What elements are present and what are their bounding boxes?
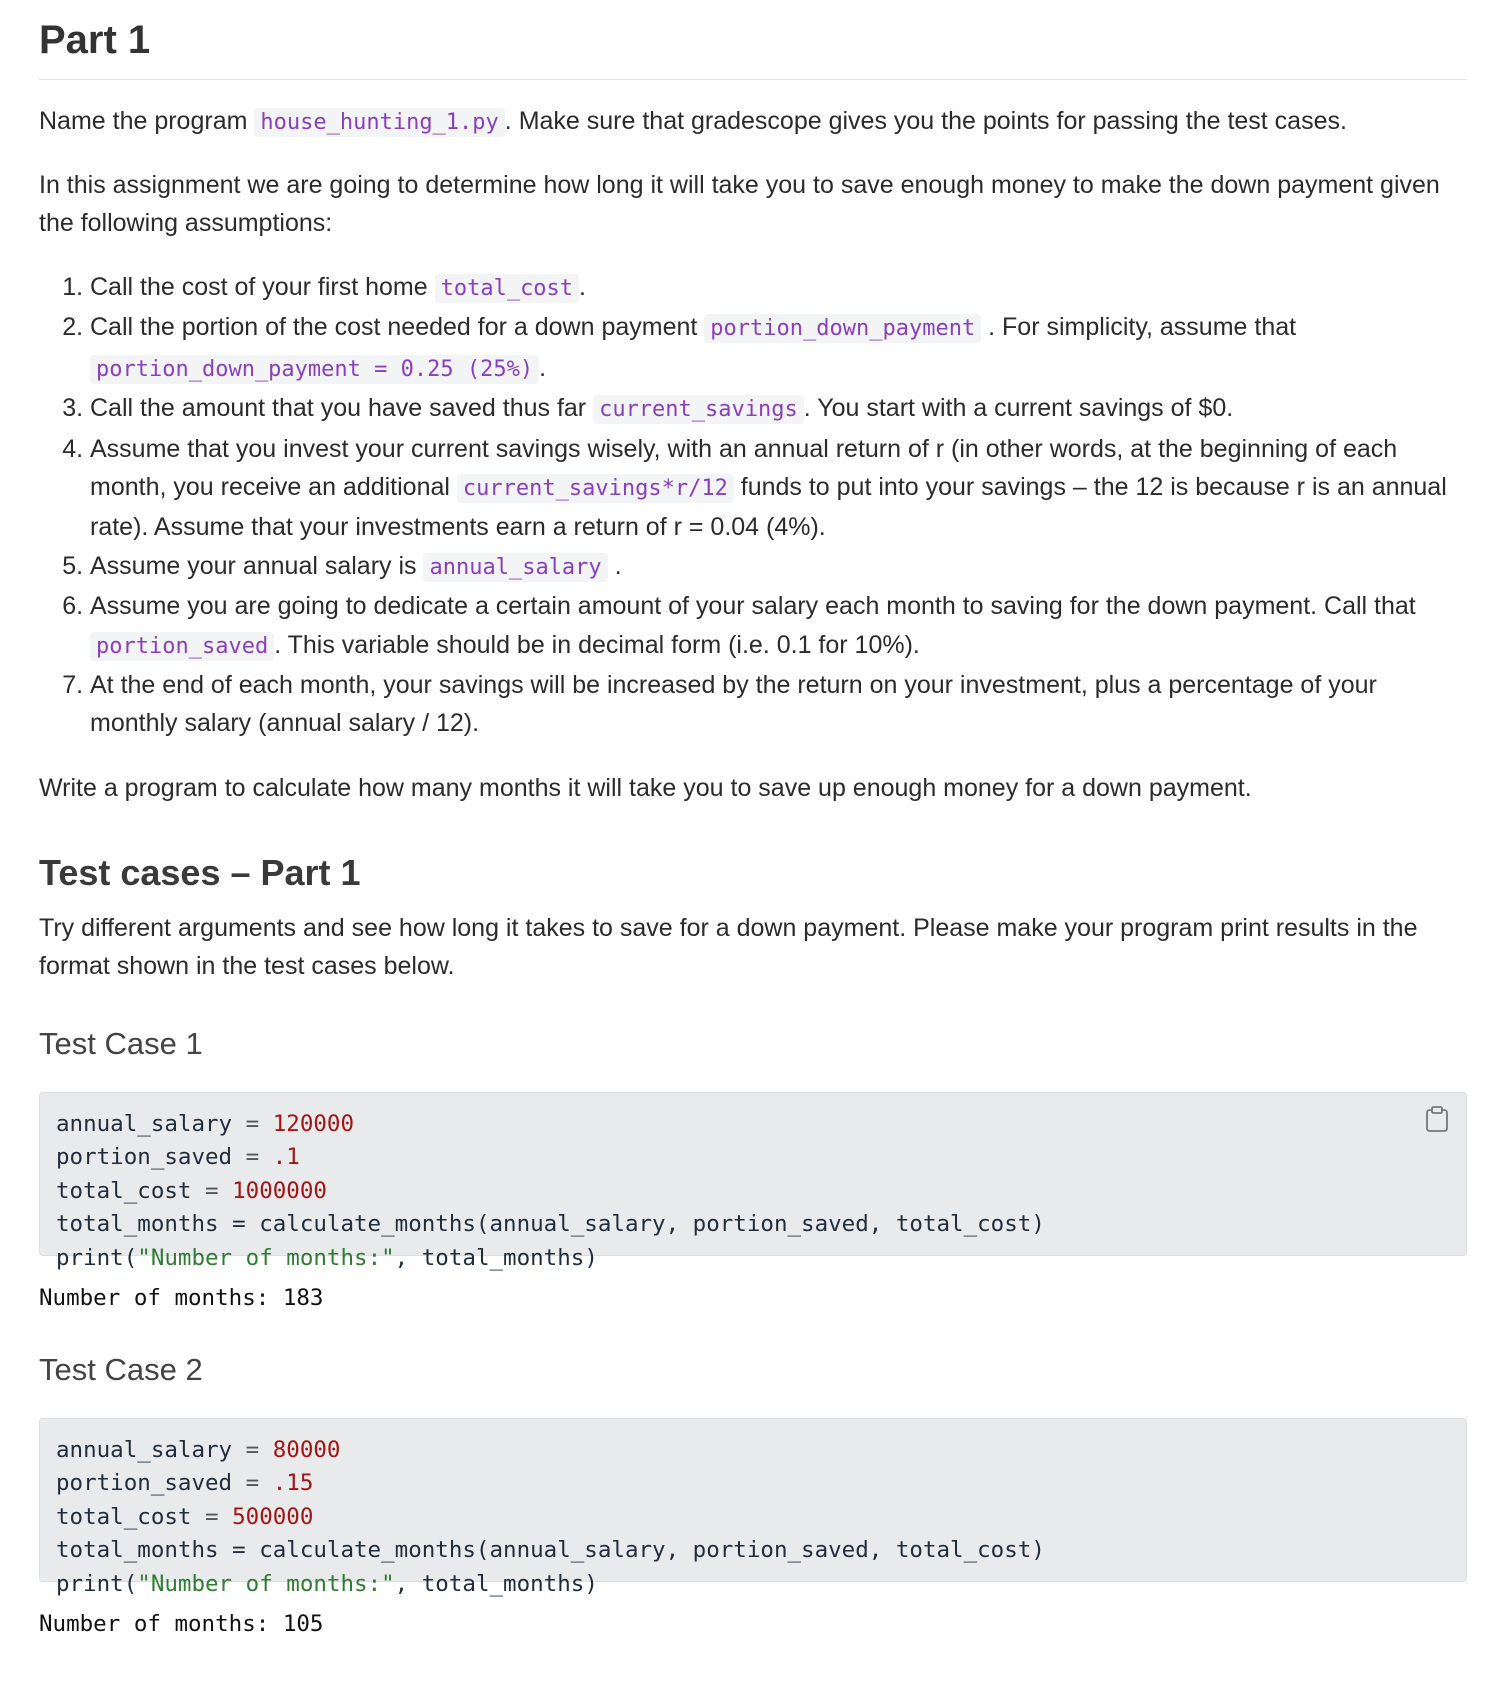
item-text: Assume your annual salary is bbox=[90, 551, 424, 580]
code-token: = bbox=[232, 1144, 273, 1171]
code-token: annual_salary bbox=[56, 1436, 233, 1463]
test-case-title: Test Case 2 bbox=[39, 1351, 203, 1387]
assumptions-list bbox=[39, 268, 1467, 743]
list-item bbox=[90, 430, 1467, 547]
code-token: print( bbox=[56, 1570, 138, 1597]
code-line: total_months = calculate_months(annual_salary, portion_saved, total_cost) bbox=[56, 1537, 1045, 1564]
code-token: , total_months) bbox=[394, 1244, 598, 1271]
code-line bbox=[56, 1467, 1450, 1501]
code-number: .1 bbox=[272, 1144, 300, 1171]
inline-code: portion_down_payment bbox=[704, 314, 981, 343]
code-token: , total_months) bbox=[394, 1570, 598, 1597]
code-token: portion_saved bbox=[56, 1144, 233, 1171]
code-token: total_cost bbox=[56, 1503, 192, 1530]
assignment-paragraph: In this assignment we are going to determine how long it will take you to save enough money to make the down payment given the following assumptions: bbox=[39, 171, 1440, 237]
list-item bbox=[90, 587, 1467, 666]
filename-code: house_hunting_1.py bbox=[254, 108, 504, 137]
code-number: 1000000 bbox=[232, 1177, 327, 1204]
code-block bbox=[39, 1418, 1467, 1597]
code-number: 120000 bbox=[272, 1110, 355, 1137]
code-line bbox=[56, 1501, 1450, 1535]
code-token: portion_saved bbox=[56, 1470, 233, 1497]
inline-code: total_cost bbox=[435, 274, 579, 303]
test-case-title: Test Case 1 bbox=[39, 1025, 203, 1061]
code-number: 80000 bbox=[272, 1436, 341, 1463]
code-string: "Number of months:" bbox=[137, 1570, 395, 1597]
item-text: funds to put into your savings – the 12 is because r is an annual rate). Assume that your investments earn a return of r = 0.04 (4%). bbox=[90, 473, 1447, 542]
code-string: "Number of months:" bbox=[137, 1244, 395, 1271]
code-token: = bbox=[232, 1436, 273, 1463]
code-number: .15 bbox=[272, 1470, 314, 1497]
code-token: print( bbox=[56, 1244, 138, 1271]
intro-paragraph bbox=[39, 102, 1467, 142]
test-cases-heading: Test cases – Part 1 bbox=[39, 851, 361, 893]
item-text: . For simplicity, assume that bbox=[981, 313, 1297, 342]
code-line bbox=[56, 1108, 1450, 1142]
code-line: total_months = calculate_months(annual_salary, portion_saved, total_cost) bbox=[56, 1211, 1045, 1238]
intro-text-end: . Make sure that gradescope gives you the points for passing the test cases. bbox=[504, 107, 1347, 135]
inline-code: portion_down_payment = 0.25 (25%) bbox=[90, 355, 539, 384]
item-text: Assume you are going to dedicate a certain amount of your salary each month to saving for the down payment. Call that bbox=[90, 592, 1416, 621]
code-token: = bbox=[191, 1503, 233, 1530]
item-text: Call the amount that you have saved thus far bbox=[90, 394, 594, 423]
code-line bbox=[56, 1141, 1450, 1175]
list-item bbox=[90, 268, 1467, 308]
list-item bbox=[90, 666, 1467, 743]
item-text: Assume that you invest your current savings wisely, with an annual return of r (in other words, at the beginning of each month, you receive an additional bbox=[90, 434, 1398, 502]
code-line bbox=[56, 1242, 1450, 1276]
program-output: Number of months: 183 bbox=[39, 1284, 324, 1311]
inline-code: current_savings bbox=[593, 395, 804, 424]
list-item bbox=[90, 308, 1467, 389]
item-text: . This variable should be in decimal form (i.e. 0.1 for 10%). bbox=[274, 630, 920, 659]
code-line bbox=[56, 1175, 1450, 1209]
program-output: Number of months: 105 bbox=[39, 1610, 324, 1637]
inline-code: annual_salary bbox=[423, 553, 607, 582]
item-text: Call the portion of the cost needed for a down payment bbox=[90, 313, 705, 342]
item-text: Call the cost of your first home bbox=[90, 273, 435, 301]
inline-code: portion_saved bbox=[90, 632, 274, 661]
intro-text: Name the program bbox=[39, 107, 255, 135]
item-text: At the end of each month, your savings will be increased by the return on your investment, plus a percentage of your monthly salary (annual salary / 12). bbox=[90, 671, 1377, 738]
test-cases-intro: Try different arguments and see how long it takes to save for a down payment. Please make your program print results in the format shown in the test cases below. bbox=[39, 913, 1418, 980]
code-token: annual_salary bbox=[56, 1110, 233, 1137]
list-item bbox=[90, 389, 1467, 429]
code-line bbox=[56, 1568, 1450, 1602]
item-text: . bbox=[539, 353, 547, 382]
code-token: = bbox=[191, 1177, 233, 1204]
item-text: . bbox=[579, 273, 586, 301]
code-token: = bbox=[232, 1470, 273, 1497]
list-item bbox=[90, 547, 1467, 587]
item-text: . bbox=[607, 551, 622, 580]
code-line bbox=[56, 1434, 1450, 1468]
inline-code: current_savings*r/12 bbox=[457, 474, 734, 503]
write-paragraph: Write a program to calculate how many months it will take you to save up enough money for a down payment. bbox=[39, 773, 1252, 802]
item-text: . You start with a current savings of $0. bbox=[803, 394, 1234, 423]
page-title: Part 1 bbox=[39, 0, 1467, 80]
code-token: = bbox=[232, 1110, 273, 1137]
clipboard-icon[interactable] bbox=[1424, 1105, 1450, 1133]
code-block bbox=[39, 1092, 1467, 1271]
code-token: total_cost bbox=[56, 1177, 192, 1204]
code-number: 500000 bbox=[232, 1503, 314, 1530]
